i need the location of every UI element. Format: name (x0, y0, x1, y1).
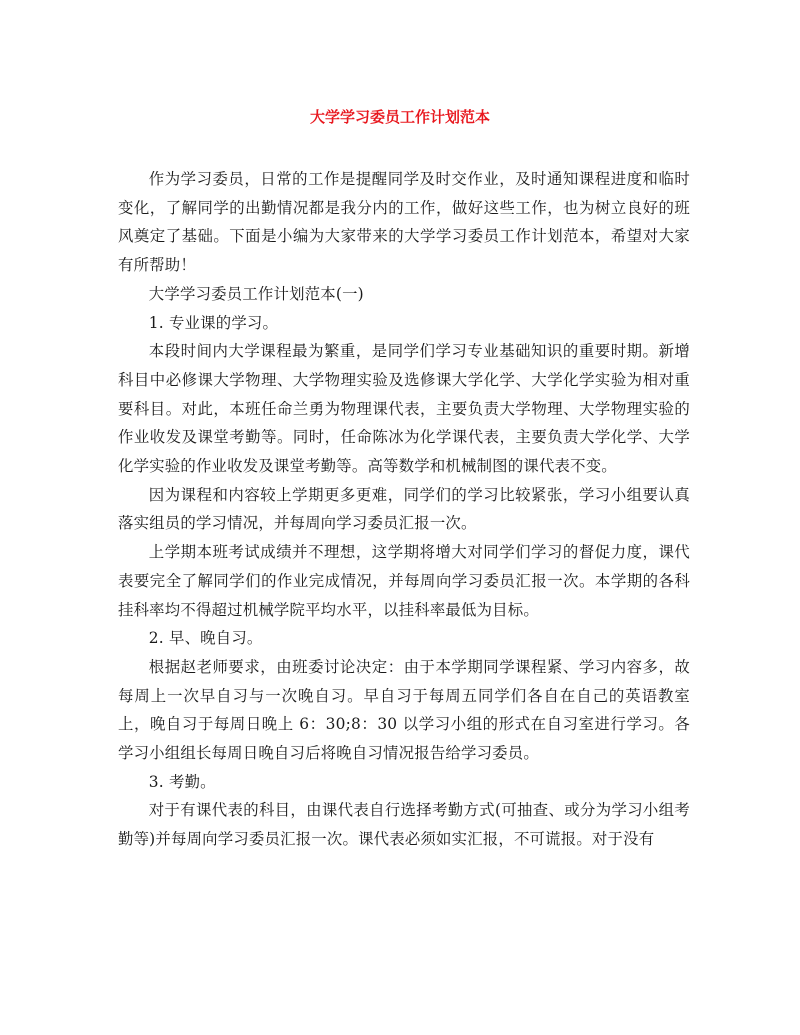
document-body (118, 165, 690, 854)
body-paragraph: 因为课程和内容较上学期更多更难，同学们的学习比较紧张，学习小组要认真落实组员的学习情况，并每周向学习委员汇报一次。 (118, 485, 690, 533)
intro-paragraph: 作为学习委员，日常的工作是提醒同学及时交作业，及时通知课程进度和临时变化，了解同学的出勤情况都是我分内的工作，做好这些工作，也为树立良好的班风奠定了基础。下面是小编为大家带来的大学学习委员工作计划范本，希望对大家有所帮助！ (118, 170, 690, 275)
body-paragraph: 根据赵老师要求，由班委讨论决定：由于本学期同学课程紧、学习内容多，故每周上一次早自习与一次晚自习。早自习于每周五同学们各自在自己的英语教室上，晚自习于每周日晚上 6：30;8：30 以学习小组的形式在自习室进行学习。各学习小组组长每周日晚自习后将晚自习情况报告给学习委员。 (118, 657, 690, 763)
body-paragraph: 本段时间内大学课程最为繁重，是同学们学习专业基础知识的重要时期。新增科目中必修课大学物理、大学物理实验及选修课大学化学、大学化学实验为相对重要科目。对此，本班任命兰勇为物理课代表，主要负责大学物理、大学物理实验的作业收发及课堂考勤等。同时，任命陈冰为化学课代表，主要负责大学化学、大学化学实验的作业收发及课堂考勤等。高等数学和机械制图的课代表不变。 (118, 342, 690, 476)
subheading-professional-courses: 1. 专业课的学习。 (148, 313, 279, 332)
section-heading: 大学学习委员工作计划范本(一) (148, 284, 364, 303)
body-paragraph: 对于有课代表的科目，由课代表自行选择考勤方式(可抽查、或分为学习小组考勤等)并每周向学习委员汇报一次。课代表必须如实汇报，不可谎报。对于没有 (118, 801, 690, 849)
subheading-self-study: 2. 早、晚自习。 (148, 629, 263, 648)
body-paragraph: 上学期本班考试成绩并不理想，这学期将增大对同学们学习的督促力度，课代表要完全了解同学们的作业完成情况，并每周向学习委员汇报一次。本学期的各科挂科率均不得超过机械学院平均水平，以挂科率最低为目标。 (118, 543, 690, 619)
document-title: 大学学习委员工作计划范本 (309, 108, 490, 126)
subheading-attendance: 3. 考勤。 (148, 772, 216, 791)
